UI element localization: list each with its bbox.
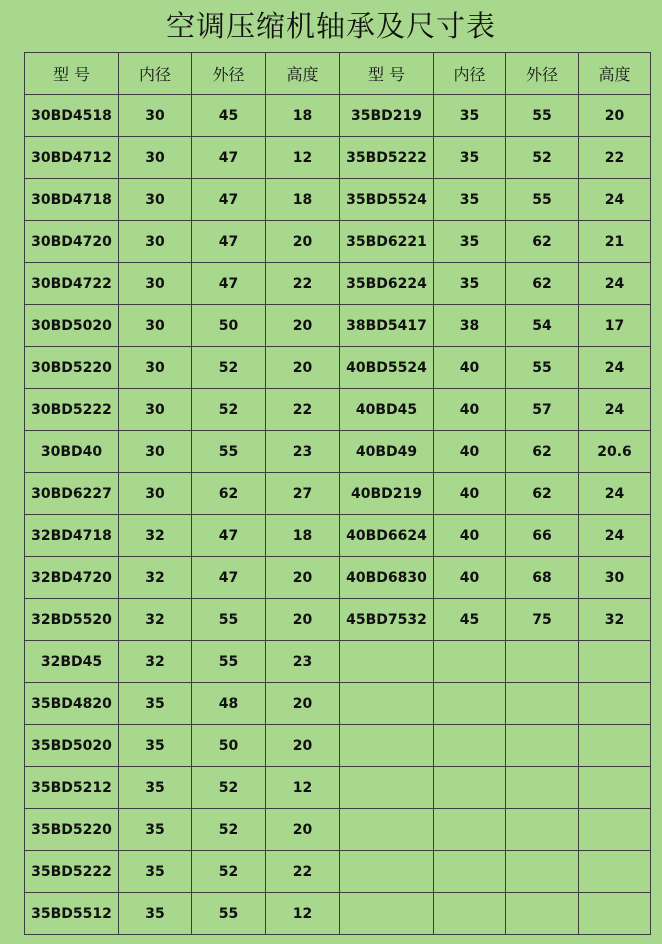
cell-right-height: 21 [579,221,651,263]
cell-left-model: 32BD5520 [25,599,119,641]
table-row [25,221,651,263]
cell-right-model: 45BD7532 [340,599,434,641]
cell-right-outer-diameter: 52 [506,137,579,179]
header-model-left: 型 号 [25,53,119,95]
cell-left-inner-diameter: 30 [119,263,192,305]
cell-right-inner-diameter: 35 [434,137,506,179]
cell-left-height: 20 [266,347,340,389]
cell-right-inner-diameter: 40 [434,431,506,473]
cell-empty [506,641,579,683]
cell-left-height: 20 [266,683,340,725]
cell-left-inner-diameter: 32 [119,641,192,683]
cell-left-model: 35BD5020 [25,725,119,767]
table-row [25,305,651,347]
cell-left-model: 32BD45 [25,641,119,683]
page-title: 空调压缩机轴承及尺寸表 [165,9,496,43]
cell-left-inner-diameter: 35 [119,851,192,893]
cell-empty [579,851,651,893]
cell-left-model: 35BD5220 [25,809,119,851]
cell-right-height: 24 [579,389,651,431]
cell-right-outer-diameter: 68 [506,557,579,599]
cell-left-model: 30BD4518 [25,95,119,137]
table-row [25,557,651,599]
cell-left-height: 18 [266,515,340,557]
cell-left-height: 18 [266,179,340,221]
bearing-size-table [24,52,651,935]
table-row [25,431,651,473]
cell-right-outer-diameter: 66 [506,515,579,557]
cell-empty [340,641,434,683]
cell-left-outer-diameter: 52 [192,809,266,851]
table-row [25,767,651,809]
cell-left-model: 32BD4718 [25,515,119,557]
cell-right-model: 35BD219 [340,95,434,137]
cell-left-height: 23 [266,431,340,473]
cell-right-inner-diameter: 40 [434,515,506,557]
header-height-right: 高度 [579,53,651,95]
cell-right-height: 24 [579,473,651,515]
cell-right-model: 40BD6624 [340,515,434,557]
header-height-left: 高度 [266,53,340,95]
cell-left-outer-diameter: 45 [192,95,266,137]
cell-empty [340,683,434,725]
cell-left-inner-diameter: 30 [119,389,192,431]
cell-left-outer-diameter: 52 [192,389,266,431]
cell-right-outer-diameter: 62 [506,431,579,473]
cell-right-model: 38BD5417 [340,305,434,347]
cell-empty [506,725,579,767]
cell-left-outer-diameter: 62 [192,473,266,515]
table-row [25,263,651,305]
table-body [25,95,651,935]
cell-left-height: 20 [266,599,340,641]
cell-left-inner-diameter: 32 [119,599,192,641]
table-row [25,473,651,515]
table-row [25,893,651,935]
header-outer-diameter-right: 外径 [506,53,579,95]
cell-left-height: 12 [266,137,340,179]
cell-left-model: 30BD4720 [25,221,119,263]
cell-left-height: 18 [266,95,340,137]
cell-empty [579,683,651,725]
cell-right-model: 35BD5524 [340,179,434,221]
cell-left-outer-diameter: 55 [192,599,266,641]
cell-right-model: 35BD6221 [340,221,434,263]
cell-right-inner-diameter: 40 [434,557,506,599]
cell-empty [340,725,434,767]
cell-left-outer-diameter: 55 [192,893,266,935]
cell-left-model: 35BD5512 [25,893,119,935]
cell-left-outer-diameter: 50 [192,725,266,767]
cell-right-inner-diameter: 40 [434,473,506,515]
cell-left-height: 20 [266,725,340,767]
cell-empty [506,767,579,809]
cell-right-model: 35BD5222 [340,137,434,179]
cell-left-model: 30BD4712 [25,137,119,179]
cell-left-model: 35BD5212 [25,767,119,809]
header-inner-diameter-left: 内径 [119,53,192,95]
cell-left-inner-diameter: 35 [119,767,192,809]
cell-left-height: 20 [266,305,340,347]
cell-right-outer-diameter: 62 [506,263,579,305]
cell-right-inner-diameter: 38 [434,305,506,347]
cell-left-outer-diameter: 48 [192,683,266,725]
cell-right-inner-diameter: 40 [434,347,506,389]
table-row [25,851,651,893]
cell-empty [434,893,506,935]
cell-empty [340,851,434,893]
cell-empty [506,683,579,725]
cell-left-inner-diameter: 30 [119,305,192,347]
cell-left-outer-diameter: 55 [192,641,266,683]
cell-right-model: 35BD6224 [340,263,434,305]
cell-right-height: 20.6 [579,431,651,473]
cell-left-model: 30BD5220 [25,347,119,389]
cell-left-inner-diameter: 30 [119,221,192,263]
header-model-right: 型 号 [340,53,434,95]
cell-right-outer-diameter: 55 [506,347,579,389]
header-inner-diameter-right: 内径 [434,53,506,95]
cell-empty [579,767,651,809]
header-outer-diameter-left: 外径 [192,53,266,95]
cell-left-model: 30BD4718 [25,179,119,221]
table-row [25,389,651,431]
cell-left-outer-diameter: 47 [192,137,266,179]
cell-left-outer-diameter: 52 [192,851,266,893]
cell-right-height: 22 [579,137,651,179]
cell-left-inner-diameter: 35 [119,893,192,935]
table-row [25,347,651,389]
cell-empty [434,641,506,683]
cell-empty [434,809,506,851]
cell-left-outer-diameter: 47 [192,221,266,263]
cell-left-outer-diameter: 50 [192,305,266,347]
cell-left-outer-diameter: 55 [192,431,266,473]
cell-right-height: 24 [579,347,651,389]
cell-left-height: 22 [266,389,340,431]
table-row [25,599,651,641]
table-row [25,95,651,137]
cell-left-inner-diameter: 30 [119,473,192,515]
cell-right-height: 30 [579,557,651,599]
cell-left-model: 30BD40 [25,431,119,473]
cell-empty [579,809,651,851]
cell-left-outer-diameter: 52 [192,347,266,389]
cell-left-model: 30BD5020 [25,305,119,347]
cell-left-inner-diameter: 32 [119,515,192,557]
cell-left-model: 30BD6227 [25,473,119,515]
cell-right-model: 40BD219 [340,473,434,515]
cell-left-height: 27 [266,473,340,515]
cell-empty [434,683,506,725]
table-row [25,137,651,179]
cell-right-outer-diameter: 55 [506,179,579,221]
cell-empty [506,893,579,935]
cell-left-outer-diameter: 47 [192,557,266,599]
cell-left-height: 20 [266,557,340,599]
cell-right-outer-diameter: 54 [506,305,579,347]
cell-left-height: 12 [266,767,340,809]
cell-empty [506,809,579,851]
cell-left-inner-diameter: 30 [119,137,192,179]
cell-left-inner-diameter: 35 [119,809,192,851]
cell-left-inner-diameter: 30 [119,431,192,473]
cell-left-height: 20 [266,221,340,263]
cell-left-outer-diameter: 52 [192,767,266,809]
cell-right-inner-diameter: 35 [434,221,506,263]
cell-right-inner-diameter: 35 [434,95,506,137]
cell-empty [340,767,434,809]
cell-left-model: 30BD5222 [25,389,119,431]
cell-right-inner-diameter: 35 [434,179,506,221]
cell-right-outer-diameter: 55 [506,95,579,137]
cell-left-inner-diameter: 30 [119,95,192,137]
cell-right-height: 24 [579,515,651,557]
table-row [25,683,651,725]
cell-left-inner-diameter: 32 [119,557,192,599]
cell-right-height: 24 [579,263,651,305]
cell-right-inner-diameter: 40 [434,389,506,431]
cell-empty [434,851,506,893]
cell-right-height: 32 [579,599,651,641]
cell-empty [506,851,579,893]
cell-left-height: 22 [266,263,340,305]
table-row [25,641,651,683]
table-row [25,725,651,767]
cell-right-outer-diameter: 62 [506,221,579,263]
cell-right-outer-diameter: 57 [506,389,579,431]
cell-left-height: 20 [266,809,340,851]
cell-empty [579,641,651,683]
cell-left-outer-diameter: 47 [192,179,266,221]
cell-right-model: 40BD45 [340,389,434,431]
cell-empty [579,725,651,767]
cell-left-inner-diameter: 30 [119,179,192,221]
cell-right-outer-diameter: 75 [506,599,579,641]
table-row [25,809,651,851]
table-row [25,179,651,221]
cell-left-model: 35BD4820 [25,683,119,725]
table-row [25,515,651,557]
cell-empty [340,809,434,851]
cell-right-model: 40BD49 [340,431,434,473]
cell-left-height: 12 [266,893,340,935]
cell-left-outer-diameter: 47 [192,263,266,305]
cell-right-height: 20 [579,95,651,137]
cell-left-outer-diameter: 47 [192,515,266,557]
cell-right-model: 40BD5524 [340,347,434,389]
cell-right-height: 24 [579,179,651,221]
cell-left-model: 35BD5222 [25,851,119,893]
cell-left-height: 23 [266,641,340,683]
cell-left-inner-diameter: 35 [119,683,192,725]
cell-right-model: 40BD6830 [340,557,434,599]
cell-right-inner-diameter: 45 [434,599,506,641]
cell-right-outer-diameter: 62 [506,473,579,515]
cell-empty [340,893,434,935]
cell-left-model: 30BD4722 [25,263,119,305]
cell-empty [579,893,651,935]
cell-right-height: 17 [579,305,651,347]
cell-empty [434,767,506,809]
header-row [25,53,651,95]
cell-empty [434,725,506,767]
cell-left-inner-diameter: 35 [119,725,192,767]
cell-left-height: 22 [266,851,340,893]
cell-left-model: 32BD4720 [25,557,119,599]
cell-right-inner-diameter: 35 [434,263,506,305]
cell-left-inner-diameter: 30 [119,347,192,389]
